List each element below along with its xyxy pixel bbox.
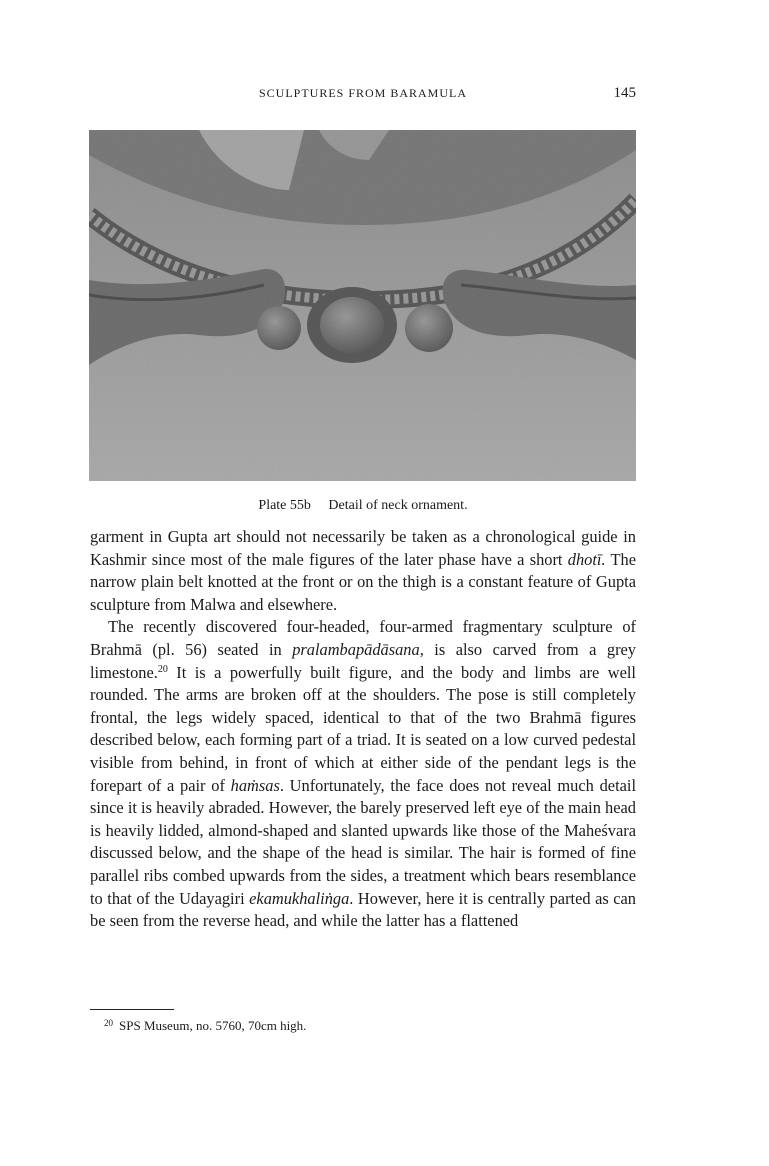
body-text	[90, 526, 636, 933]
running-head	[90, 86, 636, 106]
plate-caption	[90, 498, 636, 514]
plate-caption-text: Detail of neck ornament.	[328, 498, 468, 513]
footnote-rule	[90, 1009, 174, 1010]
running-title: SCULPTURES FROM BARAMULA	[258, 86, 468, 100]
footnote-reference[interactable]: 20	[157, 663, 168, 675]
paragraph-2: The recently discovered four-headed, four-armed fragmentary sculpture of Brahmā (pl. 56) seated in pralambapādāsana, is also carved from a grey limestone.$^{20}$ It is a powerfully built figure, and the body and limbs are well rounded. The arms are broken off at the shoulders. The pose is still completely frontal, the legs widely spaced, identical to that of the two Brahmā figures described below, each forming part of a triad. It is seated on a low curved pedestal visible from behind, in front of which at either side of the pendant legs is the forepart of a pair of haṁsas. Unfortunately, the face does not reveal much detail since it is heavily abraded. However, the barely preserved left eye of the main head is heavily lidded, almond-shaped and slanted upwards like those of the Maheśvara discussed below, and the shape of the head is similar. The hair is formed of fine parallel ribs combed upwards from the sides, a treatment which bears resemblance to that of the Udayagiri ekamukhaliṅga. However, here it is centrally parted as can be seen from the reverse head, and while the latter has a flattened	[90, 617, 637, 931]
footnote-text: SPS Museum, no. 5760, 70cm high.	[119, 1018, 307, 1033]
footnote-marker: 20	[104, 1018, 113, 1028]
paragraph-1: garment in Gupta art should not necessarily be taken as a chronological guide in Kashmir since most of the male figures of the later phase have a short dhotī. The narrow plain belt knotted at the front or on the thigh is a constant feature of Gupta sculpture from Malwa and elsewhere.	[90, 527, 636, 614]
page-number: 145	[613, 85, 636, 101]
plate-photograph	[89, 130, 636, 481]
plate-number: Plate 55b	[258, 498, 311, 513]
neck-ornament-photo	[89, 130, 636, 481]
footnote	[104, 1018, 306, 1034]
